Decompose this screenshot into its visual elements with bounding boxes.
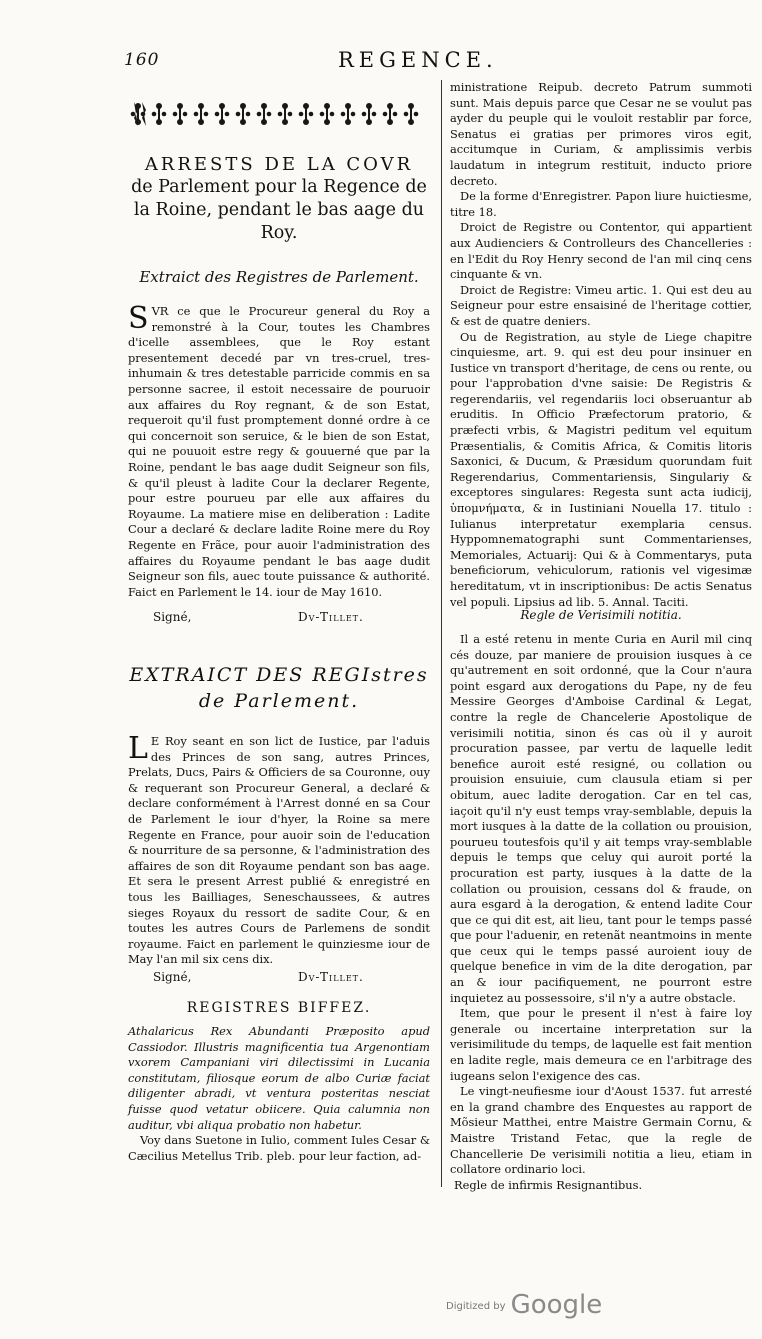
section-heading-arrests: ARRESTS DE LA COVR de Parlement pour la Regence de la Roine, pendant le bas aage du Roy. (131, 154, 427, 243)
regle-heading: Regle de Verisimili notitia. (520, 608, 682, 622)
arrest-paragraph-1: SVR ce que le Procureur general du Roy a remonstré à la Cour, toutes les Chambres d'icelle assemblees, que le Roy estant presentement decedé par vn tres-cruel, tres-inhumain & tres detestable parricide commis en sa personne sacree, il estoit necessaire de pouruoir aux affaires du Roy regnant, & de son Estat, requeroit qu'il fust promptement donné ordre à ce qui concernoit son seruice, & le bien de son Estat, qui ne pouuoit estre regy & gouuerné que par la Roine, pendant le bas aage dudit Seigneur son fils, & qu'il pleust à ladite Cour la declarer Regente, pour estre pourueu par elle aux affaires du Royaume. La matiere mise en deliberation : Ladite Cour a declaré & declare ladite Roine mere du Roy Regente en Frãce, pour auoir l'administration des affaires du Royaume pendant le bas aage dudit Seigneur son fils, auec toute puissance & authorité. Faict en Parlement le 14. iour de May 1610. (128, 301, 430, 599)
right-paragraph: Ou de Registration, au style de Liege chapitre cinquiesme, art. 9. qui est deu pour insinuer en Iustice vn transport d'heritage, de cens ou rente, ou pour l'approbation d'vne saisie: De Registris & regerendariis, vel regendariis loci obseruantur ab eruditis. In Officio Præfectorum pratorio, & præfecti vrbis, & Magistri peditum vel equitum Præsentialis, & Comitis Africa, & Comitis litoris Saxonici, & Ducum, & Præsidum quorundam fuit Regerendarius, Commentariensis, Singulariy & exceptores singulares: Regesta sunt acta iudicij, ὑπομνήματα, & in Iustiniani Nouella 17. titulo : Iulianus interpretatur exemplaria census. Hyppomnematographi sunt Commentarienses, Memoriales, Actuarij: Qui & à Commentarys, puta beneficiorum, vehiculorum, rationis vel vigesimæ hereditatum, vt in inscriptionibus: De actis Senatus vel populi. Lipsius ad lib. 5. Annal. Taciti. (450, 329, 752, 609)
signature-name: Dv-Tillet. (298, 970, 364, 984)
right-column-lower (450, 590, 752, 1192)
right-paragraph: Il a esté retenu in mente Curia en Auril mil cinq cés douze, par maniere de prouision iusques à ce qu'autrement en soit ordonné, que la Cour n'aura point esgard aux derogations du Pape, ny de feu Messire Georges d'Amboise Cardinal & Legat, contre la regle de Chancelerie Apostolique de verisimili notitia, sinon és cas où il y auroit procuration passee, par vertu de laquelle ledit benefice auroit esté resigné, ou collation ou prouision ensuiuie, cum clausula etiam si per obitum, auec ladite derogation. Car en tel cas, iaçoit qu'il n'y eust temps vray-semblable, depuis la mort iusques à la datte de la collation ou prouision, pourueu toutesfois qu'il y ait temps vray-semblable depuis le temps que celuy qui auroit porté la procuration est party, iusques à la datte de la collation ou prouision, cessans dol & fraude, on aura esgard à la derogation, & entend ladite Cour que ce qui dit est, ait lieu, tant pour le temps passé que pour l'aduenir, en retenãt neantmoins in mente que ceux qui le temps passé auroient iouy de quelque benefice in vim de la dite derogation, par an & iour pacifiquement, ne pourront estre inquietez au possessoire, s'il n'y a autre obstacle. (450, 632, 752, 1005)
signature-name: Dv-Tillet. (298, 610, 364, 624)
page-number: 160 (124, 50, 160, 70)
suetone-paragraph: Voy dans Suetone in Iulio, comment Iules Cesar & Cæcilius Metellus Trib. pleb. pour leur faction, ad- (128, 1133, 430, 1163)
right-paragraph: Droict de Registre ou Contentor, qui appartient aux Audienciers & Controlleurs des Chancelleries : en l'Edit du Roy Henry second de l'an mil cinq cens cinquante & vn. (450, 220, 752, 282)
section-heading-registres-biffez: REGISTRES BIFFEZ. (186, 1000, 372, 1016)
floral-ornament-band (128, 96, 430, 132)
subheading-extraict: Extraict des Registres de Parlement. (139, 268, 419, 286)
right-paragraph: Droict de Registre: Vimeu artic. 1. Qui est deu au Seigneur pour estre ensaisiné de l'heritage cottier, & est de quatre deniers. (450, 282, 752, 328)
right-paragraph: De la forme d'Enregistrer. Papon liure huictiesme, titre 18. (450, 189, 752, 219)
arrest-paragraph-2: L E Roy seant en son lict de Iustice, par l'aduis des Princes de son sang, autres Princes, Prelats, Ducs, Pairs & Officiers de sa Couronne, ouy & requerant son Procureur General, a declaré & declare conformément à l'Arrest donné en sa Cour de Parlement le iour d'hyer, la Roine sa mere Regente en France, pour auoir soin de l'education & nourriture de sa personne, & l'administration des affaires de son dit Royaume pendant son bas aage. Et sera le present Arrest publié & enregistré en tous les Bailliages, Seneschaussees, & autres sieges Royaux du ressort de sadite Cour, & en toutes les autres Cours de Parlemens de sondit royaume. Faict en parlement le quinziesme iour de May l'an mil six cens dix. (128, 731, 430, 967)
right-column-upper (450, 80, 752, 609)
drop-cap: L (128, 731, 148, 766)
latin-quote: Athalaricus Rex Abundanti Præposito apud Cassiodor. Illustris magnificentia tua Argenontiam vxorem Campaniani viri dilectissimi in Lucania constitutam, filiosque eorum de albo Curiæ faciat diligenter abradi, vt ventura posteritas nesciat fuisse quod vetatur obiicere. Quia calumnia non auditur, vbi aliqua probatio non habetur. (128, 1024, 430, 1132)
running-title: REGENCE. (338, 48, 498, 72)
google-logo: Google (510, 1290, 603, 1320)
registres-paragraphs (128, 1024, 430, 1179)
regle-heading-infirmis: Regle de infirmis Resignantibus. (454, 1177, 643, 1192)
signature-label: Signé, (153, 610, 192, 624)
drop-cap: S (128, 301, 149, 336)
right-paragraph: Le vingt-neufiesme iour d'Aoust 1537. fut arresté en la grand chambre des Enquestes au rapport de Mõsieur Matthei, entre Maistre Germain Cornu, & Maistre Tristand Fetac, que la regle de Chancellerie De verisimili notitia a lieu, etiam in collatore ordinario loci. (450, 1084, 752, 1177)
column-divider (441, 80, 442, 1187)
section-heading-extraict: EXTRAICT DES REGIstres de Parlement. (129, 664, 429, 712)
signature-label: Signé, (153, 970, 192, 984)
digitized-by-watermark: $^{Digitized by}$ Google (446, 1290, 603, 1320)
right-paragraph: ministratione Reipub. decreto Patrum summoti sunt. Mais depuis parce que Cesar ne se voulut pas ayder du peuple qui le vouloit restablir par force, Senatus ei gratias per primores viros egit, accitumque in Curiam, & amplissimis verbis laudatum in integrum restituit, inducto priore decreto. (450, 80, 752, 188)
right-paragraph: Item, que pour le present il n'est à faire loy generale ou incertaine interpretation sur la verisimilitude du temps, de laquelle est fait mention en ladite regle, mais demeura ce en l'arbitrage des iugeans selon l'exigence des cas. (450, 1006, 752, 1083)
